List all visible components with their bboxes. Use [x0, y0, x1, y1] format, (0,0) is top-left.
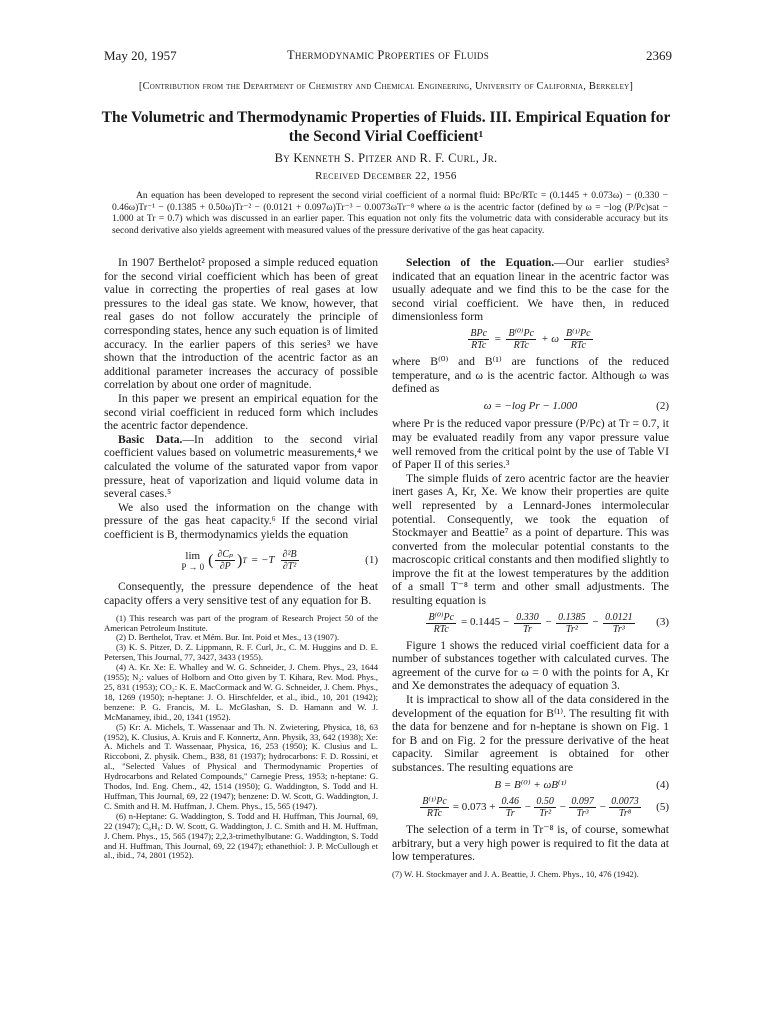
footnote: (5) Kr: A. Michels, T. Wassenaar and Th. N. Zwietering, Physica, 18, 63 (1952), K. Clusius, A. Kruis and F. Konnertz, Ann. Physik, 33, 642 (1938); Xe: A. Michels and T. Wassenaar, Physica, 16, 253 (1950); K. Clusius and L. Riccoboni, Z. physik. Chem., B38, 81 (1937); hydrocarbons: F. D. Rossini, et al., "Selected Values of Physical and Thermodynamic Properties of Hydrocarbons and Related Compounds," Carnegie Press, 1953; n-heptane: G. Thodos, Ind. Eng. Chem., 42, 1514 (1950); G. Waddington, S. Todd and H. Huffman, This Journal, 69, 22 (1947); benzene: D. W. Scott, G. Waddington, J. C. Smith and H. M. Huffman, J. Chem. Phys., 15, 565 (1947).: [104, 721, 378, 811]
footnote: (1) This research was part of the program of Research Project 50 of the American Petroleum Institute.: [104, 612, 378, 633]
equation-5: $\frac{\text{B⁽¹⁾Pc}}{\text{RTc}}$ = 0.073 + $\frac{0.46}{Tr}$ − $\frac{0.50}{\text{Tr²}}$ − $\frac{0.097}{\text{Tr³}}$ − $\frac{0.0073}{\text{Tr⁸}}$ (5): [422, 796, 669, 820]
contribution-line: [Contribution from the Department of Chemistry and Chemical Engineering, University of California, Berkeley]: [138, 81, 634, 92]
left-column: [104, 256, 378, 861]
paragraph: Selection of the Equation.—Our earlier studies³ indicated that an equation linear in the acentric factor was usually adequate and we find this to be the case for the second virial coefficient. We have then, in reduced dimensionless form: [392, 256, 669, 324]
paragraph: where B⁽⁰⁾ and B⁽¹⁾ are functions of the reduced temperature, and ω is the acentric factor. Although ω was defined as: [392, 354, 669, 396]
footnote: (6) n-Heptane: G. Waddington, S. Todd and H. Huffman, This Journal, 69, 22 (1947); C₆H₆: D. W. Scott, G. Waddington, J. C. Smith and H. M. Huffman, J. Chem. Phys., 15, 565 (1947); 2,2,3-trimethylbutane: G. Waddington, S. Todd and H. Huffman, This Journal, 69, 22 (1947); ethanethiol: J. P. McCullough et al., ibid., 74, 2801 (1952).: [104, 810, 378, 861]
paragraph: We also used the information on the change with pressure of the gas heat capacity.⁶ If the second virial coefficient is B, thermodynamics yields the equation: [104, 500, 378, 541]
right-column: [392, 256, 669, 880]
equation-2: ω = −log Pr − 1.000 (2): [483, 399, 669, 412]
running-title: Thermodynamic Properties of Fluids: [286, 48, 490, 62]
equation-main: $\frac{\text{BPc}}{\text{RTc}}$ = $\frac{\text{B⁽⁰⁾Pc}}{\text{RTc}}$ + ω $\frac{\text{B⁽¹⁾Pc}}{\text{RTc}}$: [470, 327, 591, 351]
footnote: (7) W. H. Stockmayer and J. A. Beattie, J. Chem. Phys., 10, 476 (1942).: [392, 868, 639, 879]
page-number: 2369: [646, 48, 672, 63]
paragraph: In this paper we present an empirical equation for the second virial coefficient in reduced form which includes the acentric factor dependence.: [104, 391, 378, 433]
issue-date: May 20, 1957: [104, 48, 177, 63]
paragraph: The selection of a term in Tr⁻⁸ is, of course, somewhat arbitrary, but a very high power is required to fit the data at low temperatures.: [392, 823, 669, 864]
section-heading: Basic Data.: [118, 432, 183, 446]
authors: By Kenneth S. Pitzer and R. F. Curl, Jr.: [274, 151, 498, 165]
paragraph: The simple fluids of zero acentric factor are the heavier inert gases A, Kr, Xe. We know their properties are quite well represented by a Lennard-Jones intermolecular potential. Consequently, we took the equation of Stockmayer and Beattie⁷ as a point of departure. This was converted from the molecular potential constants to the macroscopic critical constants and then modified slightly to improve the fit at the lowest temperatures by the addition of a small T⁻⁸ term and other small adjustments. The resulting equation is: [392, 471, 669, 608]
footnotes: [104, 614, 378, 862]
paragraph: In 1907 Berthelot² proposed a simple reduced equation for the second virial coefficient which has been of great value in correcting the properties of real gases at low pressures to the ideal gas state. We know, however, that real gases do not follow accurately the principle of corresponding states, hence any such equation is of limited accuracy. In the earlier papers of this series³ we have shown that the introduction of the acentric factor as an additional parameter increases the accuracy of possible correlation by about one order of magnitude.: [104, 256, 378, 392]
running-header: [104, 48, 672, 66]
equation-1: lim P → 0 ( $\frac{\text{∂Cₚ}}{\partial P}$ ) T = −T $\frac{\text{∂²B}}{\text{∂T²}}$ (1): [181, 549, 378, 573]
paragraph: Basic Data.—In addition to the second virial coefficient values based on volumetric measurements,⁴ we calculated the volume of the saturated vapor from vapor pressure, heat of vaporization and liquid volume data in several cases.⁵: [104, 432, 378, 501]
paragraph: Consequently, the pressure dependence of the heat capacity offers a very sensitive test of any equation for B.: [104, 580, 378, 608]
paragraph: Figure 1 shows the reduced virial coefficient data for a number of substances together with calculated curves. The agreement of the curve for ω = 0 with the points for A, Kr and Xe demonstrates the adequacy of equation 3.: [392, 638, 669, 693]
received-date: Received December 22, 1956: [315, 170, 457, 182]
footnote: (4) A. Kr. Xe: E. Whalley and W. G. Schneider, J. Chem. Phys., 23, 1644 (1955); N₂: values of Holborn and Otto given by T. Kihara, Rev. Mod. Phys., 25, 831 (1953); CO₂: K. E. MacCormack and W. G. Schneider, J. Chem. Phys., 18, 1269 (1950); n-heptane: J. O. Hirschfelder, et al., ibid., 10, 201 (1942); benzene: P. G. Francis, M. L. McGlashan, S. D. Hamann and W. J. McManamey, ibid., 20, 1341 (1952).: [104, 662, 378, 722]
abstract: An equation has been developed to represent the second virial coefficient of a normal fluid: BPc/RTc = (0.1445 + 0.073ω) − (0.330 − 0.46ω)Tr⁻¹ − (0.1385 + 0.50ω)Tr⁻² − (0.0121 + 0.097ω)Tr⁻³ − 0.0073ωTr⁻⁸ where ω is the acentric factor (defined by ω = −log (P/Pc)sat − 1.000 at Tr = 0.7) which was discussed in an earlier paper. This equation not only fits the volumetric data with considerable accuracy but its second derivative also yields agreement with measured values of the pressure derivative of the gas heat capacity.: [112, 190, 668, 236]
paragraph: where Pr is the reduced vapor pressure (P/Pc) at Tr = 0.7, it may be evaluated readily from any vapor pressure value well removed from the critical point by the use of Table VI of Paper II of this series.³: [392, 417, 669, 472]
section-heading: Selection of the Equation.: [406, 256, 555, 269]
footnote: (2) D. Berthelot, Trav. et Mém. Bur. Int. Poid et Mes., 13 (1907).: [116, 632, 340, 643]
equation-4: B = B⁽⁰⁾ + ωB⁽¹⁾ (4): [494, 778, 669, 791]
article-title: The Volumetric and Thermodynamic Properties of Fluids. III. Empirical Equation for the Second Virial Coefficient¹: [101, 109, 671, 145]
equation-3: $\frac{\text{B⁽⁰⁾Pc}}{\text{RTc}}$ = 0.1445 − $\frac{0.330}{Tr}$ − $\frac{0.1385}{\text{Tr²}}$ − $\frac{0.0121}{\text{Tr³}}$ (3): [428, 611, 669, 635]
footnote: (3) K. S. Pitzer, D. Z. Lippmann, R. F. Curl, Jr., C. M. Huggins and D. E. Petersen, This Journal, 77, 3427, 3433 (1955).: [104, 642, 378, 663]
paragraph: It is impractical to show all of the data considered in the development of the equation for B⁽¹⁾. The resulting fit with the data for benzene and for n-heptane is shown on Fig. 1 for B and on Fig. 2 for the pressure derivative of the heat capacity. Similar agreement is obtained for other substances. The resulting equations are: [392, 693, 669, 774]
